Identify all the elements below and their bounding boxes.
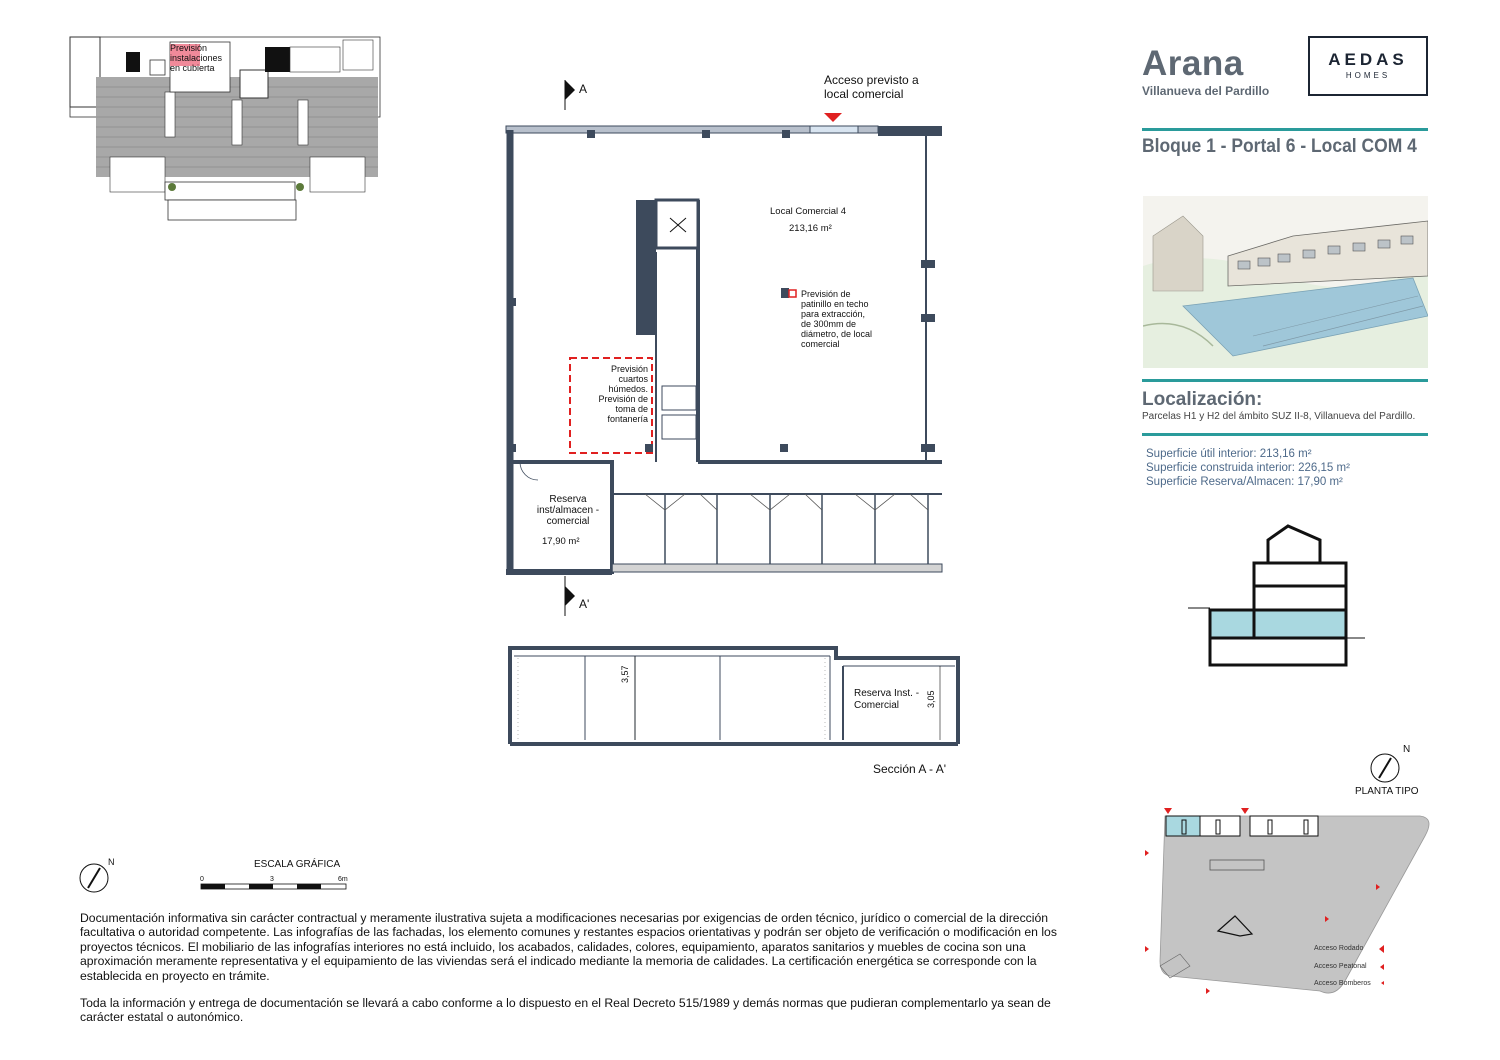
access-note: Acceso previsto a local comercial (824, 73, 919, 101)
legend-rodado: Acceso Rodado (1314, 945, 1364, 952)
site-plan (1140, 806, 1435, 1001)
room-name: Local Comercial 4 (770, 206, 847, 217)
divider (1142, 128, 1428, 131)
building-rendering (1143, 196, 1428, 368)
divider (1142, 379, 1428, 382)
key-plan-note: Previsión instalaciones en cubierta (170, 43, 223, 73)
storage-area: 17,90 m² (542, 536, 580, 547)
north-indicator (76, 855, 126, 900)
unit-title: Bloque 1 - Portal 6 - Local COM 4 (1142, 136, 1417, 157)
section-mark-bottom: A' (579, 597, 590, 611)
room-area: 213,16 m² (789, 223, 832, 234)
extraction-note: Previsión de patinillo en techo para extracción, de 300mm de diámetro, de local comercial (801, 289, 873, 349)
logo-main-text: AEDAS (1328, 50, 1408, 69)
surface-storage: Superficie Reserva/Almacen: 17,90 m² (1146, 476, 1343, 488)
section-height-right: 3,05 (926, 690, 936, 708)
scale-tick-3: 3 (270, 876, 274, 883)
site-north-label: N (1403, 744, 1411, 755)
surface-built: Superficie construida interior: 226,15 m² (1146, 462, 1350, 474)
divider (1142, 433, 1428, 436)
north-label: N (108, 857, 115, 867)
scale-title: ESCALA GRÁFICA (254, 859, 341, 870)
legend-markers (1378, 944, 1386, 992)
surface-useful: Superficie útil interior: 213,16 m² (1146, 448, 1312, 460)
project-location: Villanueva del Pardillo (1142, 84, 1270, 98)
scale-bar (200, 883, 350, 891)
logo-sub-text: HOMES (1345, 71, 1391, 80)
section-height-left: 3,57 (620, 665, 630, 683)
legend-peatonal: Acceso Peatonal (1314, 963, 1367, 970)
disclaimer-paragraph-1: Documentación informativa sin carácter contractual y meramente ilustrativa sujeta a modificaciones necesarias por exigencias de orden técnico, jurídico o comercial de la dirección facultativa o autoridad competente. Las infografías de las fachadas, los elemento comunes y restantes espacios orientativas y podrán ser objeto de verificación o modificación en los proyectos técnicos. El mobiliario de las infografías interiores no está incluido, los acabados, calidades, colores, equipamiento, aparatos sanitarios y muebles de cocina son una aproximación meramente representativa y el equipamiento de las viviendas será el indicado mediante la memoria de calidades. La certificación energética se corresponde con la establecida en proyecto en trámite. (80, 911, 1057, 983)
site-plan-title: PLANTA TIPO (1355, 786, 1419, 797)
scale-tick-6: 6m (338, 876, 348, 883)
project-title: Arana (1142, 44, 1244, 83)
section-mark-top: A (579, 82, 588, 96)
aedas-logo (1308, 36, 1428, 96)
section-caption: Sección A - A' (873, 762, 947, 776)
wet-zone-note: Previsión cuartos húmedos. Previsión de toma de fontanería (598, 364, 648, 424)
storage-name: Reserva inst/almacen - comercial (536, 494, 600, 527)
section-room-label: Reserva Inst. - Comercial (854, 688, 920, 711)
legend-bomberos: Acceso Bomberos (1314, 980, 1371, 987)
building-section-diagram (1180, 518, 1370, 668)
disclaimer-paragraph-2: Toda la información y entrega de documentación se llevará a cabo conforme a lo dispuesto en el Real Decreto 515/1989 y demás normas que pudieran complementarlo ya sean de carácter estatal o autonómico. (80, 996, 1051, 1025)
scale-tick-0: 0 (200, 876, 204, 883)
location-heading: Localización: (1142, 389, 1263, 410)
location-text: Parcelas H1 y H2 del ámbito SUZ II-8, Villanueva del Pardillo. (1142, 411, 1416, 422)
